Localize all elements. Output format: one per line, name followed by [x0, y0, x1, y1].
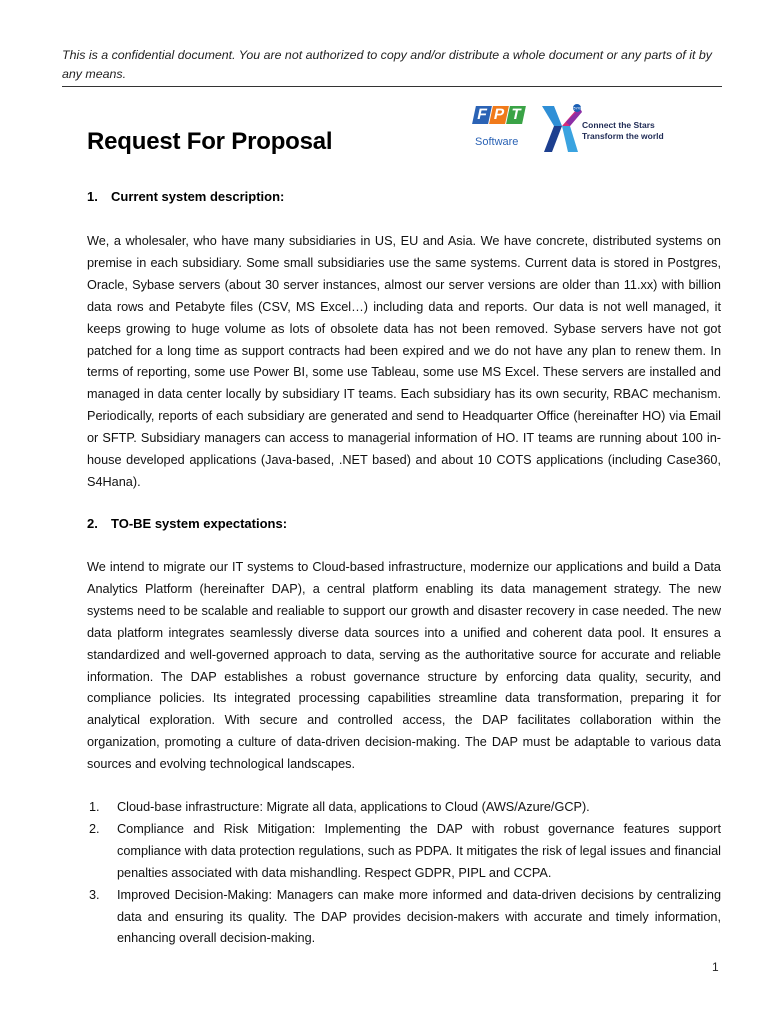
- fpt-letter-t: T: [506, 106, 526, 124]
- fpt-letter-p: P: [489, 106, 509, 124]
- document-title: Request For Proposal: [87, 128, 333, 155]
- x-star-icon: [540, 104, 582, 154]
- list-item-text: Cloud-base infrastructure: Migrate all data, applications to Cloud (AWS/Azure/GCP).: [117, 800, 590, 814]
- list-item-number: 1.: [89, 800, 100, 814]
- list-item: [87, 797, 721, 819]
- tagline-line-1: Connect the Stars: [582, 120, 655, 130]
- list-item: [87, 885, 721, 951]
- section-title: Current system description:: [111, 189, 285, 204]
- section-number: 2.: [87, 516, 98, 531]
- section-heading-to-be-system: [87, 516, 287, 531]
- connect-the-stars-logo: [540, 104, 670, 154]
- current-system-paragraph: We, a wholesaler, who have many subsidiaries in US, EU and Asia. We have concrete, distributed systems on premise in each subsidiary. Some small subsidiaries use the same systems. Current data is stored in Postgres, Oracle, Sybase servers (about 30 server instances, almost our server versions are older than 11.xx) with billion data rows and Petabyte files (CSV, MS Excel…) including data and reports. Our data is not well managed, it keeps growing to huge volume as lots of obsolete data has not been removed. Sybase servers have not got patched for a long time as support contracts had been expired and we do not have any plan to renew them. In terms of reporting, some use Power BI, some use Tableau, some use MS Excel. These servers are installed and managed in data center locally by subsidiary IT teams. Each subsidiary has its own security, RBAC mechanism. Periodically, reports of each subsidiary are generated and send to Headquarter Office (hereinafter HO) via Email or SFTP. Subsidiary managers can access to managerial information of HO. IT teams are running about 100 in-house developed applications (Java-based, .NET based) and about 10 COTS applications (including Case360, S4Hana).: [87, 234, 721, 489]
- to-be-system-paragraph: We intend to migrate our IT systems to Cloud-based infrastructure, modernize our applications and build a Data Analytics Platform (hereinafter DAP), a central platform enabling its data management strategy. The new systems need to be scalable and realiable to support our growth and disaster recovery in case needed. The new data platform integrates seamlessly diverse data sources into a unified and coherent data pool. It ensures a standardized and well-governed approach to data, serving as the authoritative source for accurate and reliable information. The DAP establishes a robust governance structure by enforcing data quality, security, and compliance policies. Its integrated processing capabilities streamline data transformation, preparing it for analytical exploration. With secure and controlled access, the DAP facilitates collaboration within the organization, promoting a culture of data-driven decision-making. The DAP must be adaptable to various data sources and evolving technological landscapes.: [87, 560, 721, 772]
- list-item-text: Compliance and Risk Mitigation: Implementing the DAP with robust governance features support compliance with data protection regulations, such as PDPA. It mitigates the risk of legal issues and financial penalties associated with data mishandling. Respect GDPR, PIPL and CCPA.: [117, 821, 721, 880]
- section-heading-current-system: [87, 189, 284, 204]
- section-number: 1.: [87, 189, 98, 204]
- fpt-letter-f: F: [472, 106, 492, 124]
- x-logo-tagline: [582, 120, 664, 142]
- list-item-number: 2.: [89, 821, 100, 836]
- x-badge-text: 25YRS: [571, 106, 582, 111]
- tagline-line-2: Transform the world: [582, 131, 664, 141]
- list-item-number: 3.: [89, 887, 100, 902]
- fpt-software-logo: [470, 106, 528, 156]
- list-item: [87, 819, 721, 885]
- section-title: TO-BE system expectations:: [111, 516, 288, 531]
- expectations-list: [87, 797, 721, 950]
- list-item-text: Improved Decision-Making: Managers can make more informed and data-driven decisions by centralizing data and ensuring its quality. The DAP provides decision-makers with accurate and timely information, enhancing overall decision-making.: [117, 887, 721, 946]
- fpt-letters: [472, 106, 530, 124]
- confidential-notice: This is a confidential document. You are not authorized to copy and/or distribute a whole document or any parts of it by any means.: [62, 46, 722, 87]
- page-number: 1: [712, 960, 719, 974]
- fpt-software-label: Software: [475, 136, 519, 148]
